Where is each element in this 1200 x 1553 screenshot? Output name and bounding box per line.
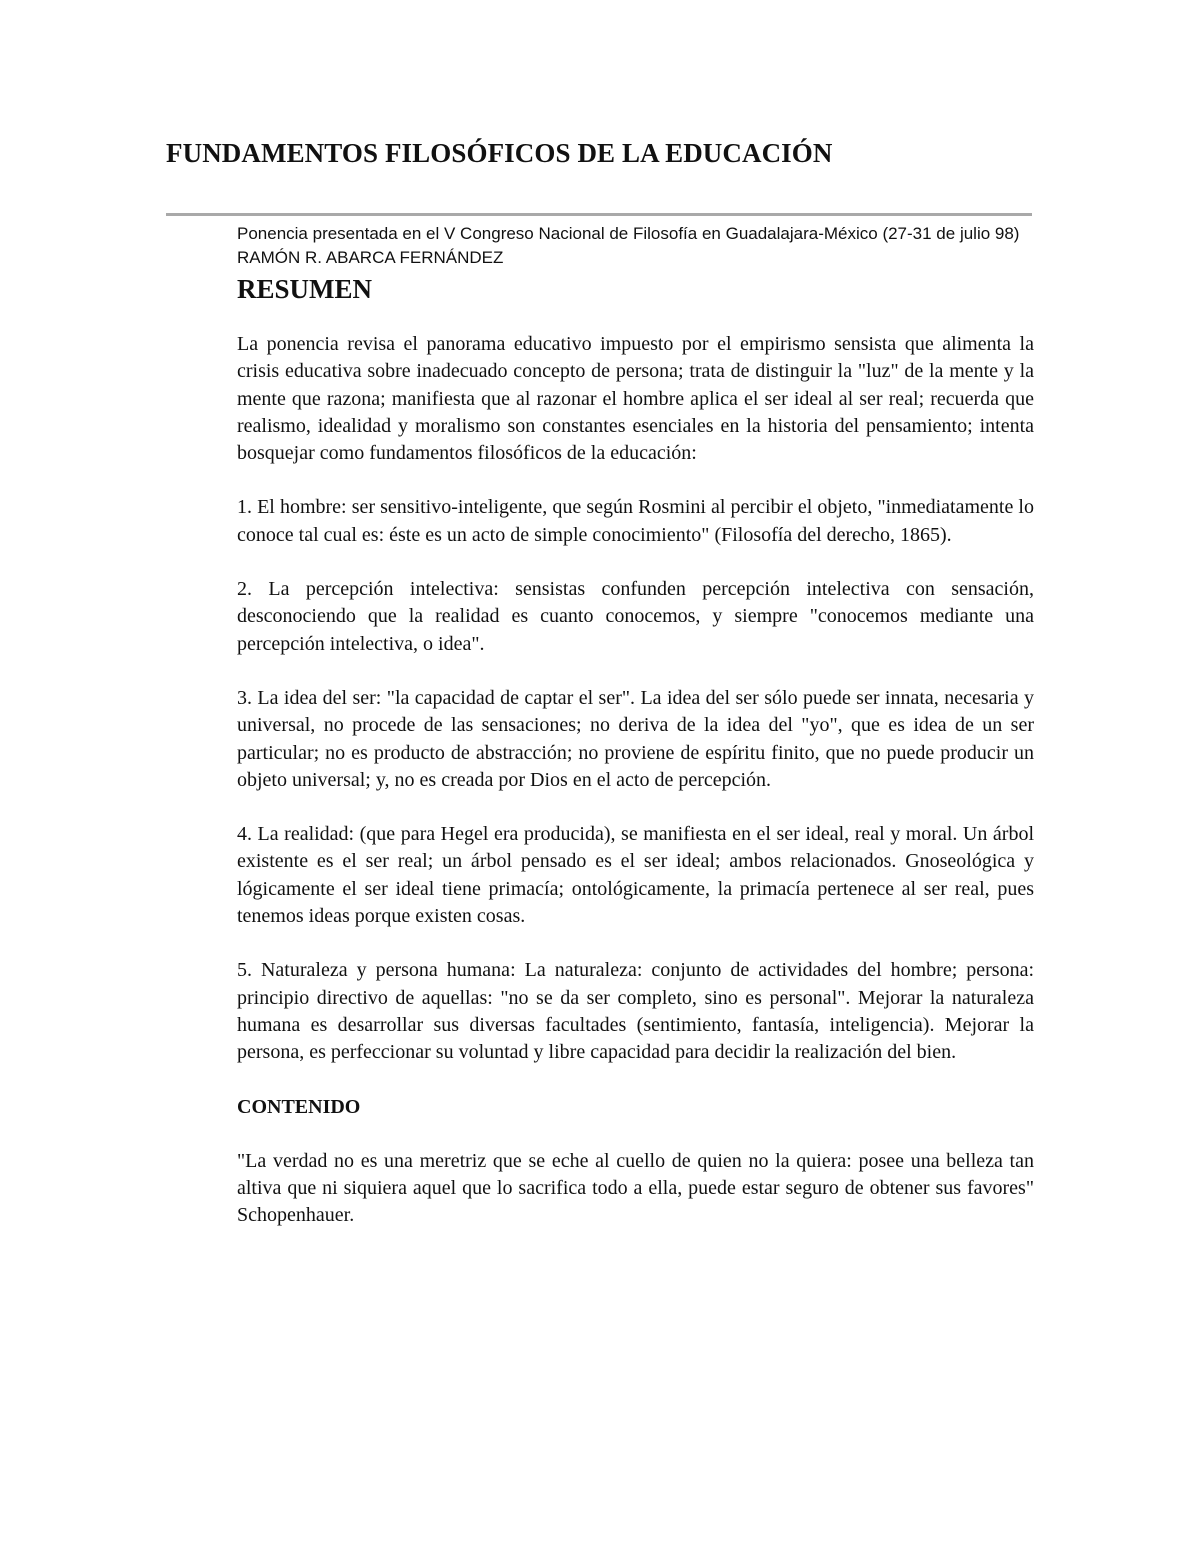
summary-point-1: 1. El hombre: ser sensitivo-inteligente, que según Rosmini al percibir el objeto, "inmediatamente lo conoce tal cual es: éste es un acto de simple conocimiento" (Filosofía del derecho, 1865). bbox=[237, 496, 1034, 546]
summary-intro: La ponencia revisa el panorama educativo impuesto por el empirismo sensista que alimenta la crisis educativa sobre inadecuado concepto de persona; trata de distinguir la "luz" de la mente y la mente que razona; manifiesta que al razonar el hombre aplica el ser ideal al ser real; recuerda que realismo, idealidad y moralismo son constantes esenciales en la historia del pensamiento; intenta bosquejar como fundamentos filosóficos de la educación: bbox=[237, 333, 1034, 465]
epigraph-quote: "La verdad no es una meretriz que se eche al cuello de quien no la quiera: posee una belleza tan altiva que ni siquiera aquel que lo sacrifica todo a ella, puede estar seguro de obtener sus favores" Schopenhauer. bbox=[237, 1149, 1034, 1227]
document-title: FUNDAMENTOS FILOSÓFICOS DE LA EDUCACIÓN bbox=[166, 138, 833, 168]
paper-subtitle: Ponencia presentada en el V Congreso Nacional de Filosofía en Guadalajara-México (27-31 de julio 98) bbox=[237, 224, 1020, 243]
summary-heading: RESUMEN bbox=[237, 274, 373, 304]
summary-point-5: 5. Naturaleza y persona humana: La naturaleza: conjunto de actividades del hombre; persona: principio directivo de aquellas: "no se da ser completo, sino es personal". Mejorar la naturaleza humana es desarrollar sus diversas facultades (sentimiento, fantasía, inteligencia). Mejorar la persona, es perfeccionar su voluntad y libre capacidad para decidir la realización del bien. bbox=[237, 959, 1034, 1064]
author-name: RAMÓN R. ABARCA FERNÁNDEZ bbox=[237, 248, 504, 267]
summary-point-3: 3. La idea del ser: "la capacidad de captar el ser". La idea del ser sólo puede ser innata, necesaria y universal, no procede de las sensaciones; no deriva de la idea del "yo", que es idea de un ser particular; no es producto de abstracción; no proviene de espíritu finito, que no puede producir un objeto universal; y, no es creada por Dios en el acto de percepción. bbox=[237, 686, 1034, 791]
document-body bbox=[237, 222, 1034, 1229]
horizontal-rule bbox=[166, 213, 1032, 216]
summary-point-4: 4. La realidad: (que para Hegel era producida), se manifiesta en el ser ideal, real y moral. Un árbol existente es el ser real; un árbol pensado es el ser ideal; ambos relacionados. Gnoseológica y lógicamente el ser ideal tiene primacía; ontológicamente, la primacía pertenece al ser real, pues tenemos ideas porque existen cosas. bbox=[237, 823, 1034, 928]
summary-point-2: 2. La percepción intelectiva: sensistas confunden percepción intelectiva con sensación, desconociendo que la realidad es cuanto conocemos, y siempre "conocemos mediante una percepción intelectiva, o idea". bbox=[237, 578, 1034, 655]
content-heading: CONTENIDO bbox=[237, 1095, 361, 1118]
